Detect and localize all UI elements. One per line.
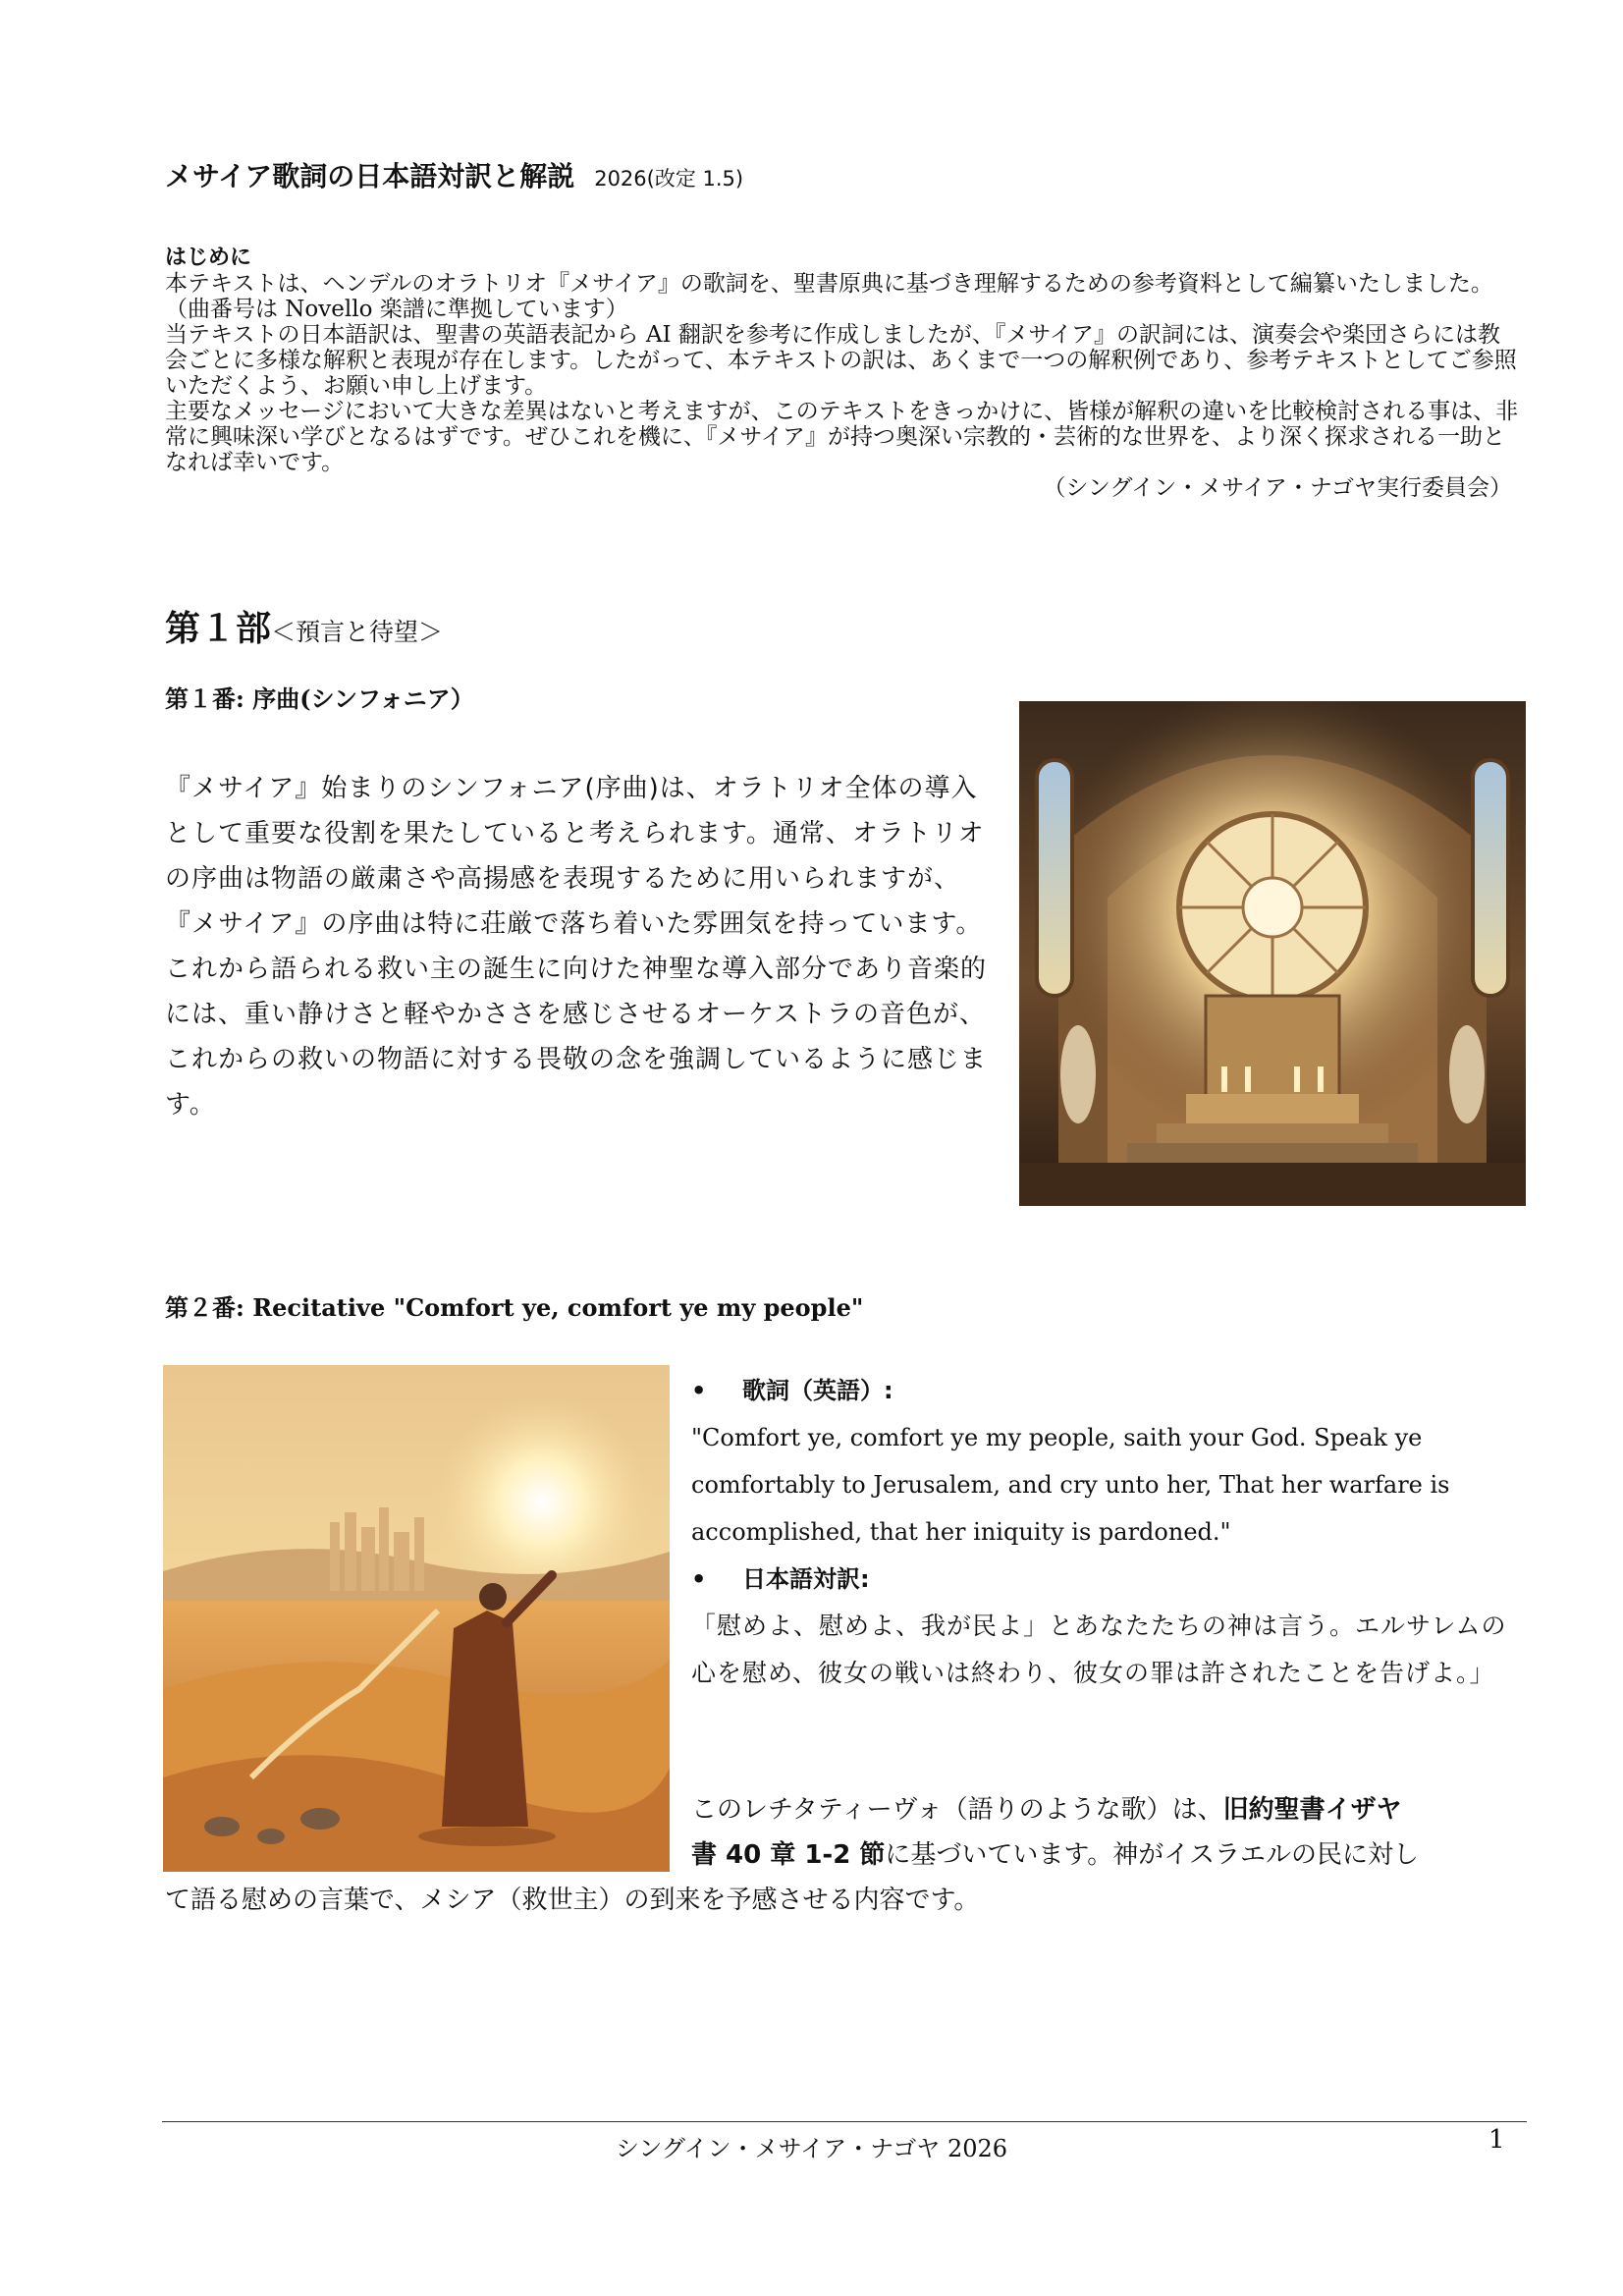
section-heading-no1: 第１番: 序曲(シンフォニア） xyxy=(165,684,474,713)
introduction xyxy=(165,246,1520,501)
intro-paragraph: 主要なメッセージにおいて大きな差異はないと考えますが、このテキストをきっかけに、皆様が解釈の違いを比較検討される事は、非常に興味深い学びとなるはずです。ぜひこれを機に、『メサイア』が持つ奥深い宗教的・芸術的な世界を、より深く探求される一助となれば幸いです。 xyxy=(165,399,1519,475)
lyrics-ja-text: 「慰めよ、慰めよ、我が民よ」とあなたたちの神は言う。エルサレムの心を慰め、彼女の戦いは終わり、彼女の罪は許されたことを告げよ。」 xyxy=(691,1612,1507,1687)
part-heading xyxy=(165,601,443,651)
no2-explanation xyxy=(165,1787,1526,1923)
lyrics-en-label: 歌詞（英語）: xyxy=(742,1377,893,1404)
note-text: に基づいています。神がイスラエルの民に対し xyxy=(885,1840,1420,1870)
lyrics-ja-label: 日本語対訳: xyxy=(742,1565,870,1593)
bullet-icon: • xyxy=(691,1377,707,1404)
version-label: 2026(改定 1.5) xyxy=(594,167,744,191)
note-text: このレチタティーヴォ（語りのような歌）は、 xyxy=(691,1795,1223,1825)
lyrics-en-text: "Comfort ye, comfort ye my people, saith your God. Speak ye comfortably to Jerusalem, and cry unto her, That her warfare is accomplished, that her iniquity is pardoned." xyxy=(691,1424,1450,1546)
note-line: て語る慰めの言葉で、メシア（救世主）の到来を予感させる内容です。 xyxy=(165,1886,980,1915)
intro-paragraph: 当テキストの日本語訳は、聖書の英語表記から AI 翻訳を参考に作成しましたが、『メサイア』の訳詞には、演奏会や楽団さらには教会ごとに多様な解釈と表現が存在します。したがって、本テキストの訳は、あくまで一つの解釈例であり、参考テキストとしてご参照いただくよう、お願い申し上げます。 xyxy=(165,322,1517,399)
cathedral-illustration xyxy=(1019,701,1526,1206)
title-text: メサイア歌詞の日本語対訳と解説 xyxy=(165,160,575,192)
page-title xyxy=(165,155,743,194)
no2-lyrics-column xyxy=(691,1367,1526,1697)
bullet-icon: • xyxy=(691,1565,707,1593)
note-bold: 書 40 章 1-2 節 xyxy=(691,1840,886,1870)
intro-paragraph: 本テキストは、ヘンデルのオラトリオ『メサイア』の歌詞を、聖書原典に基づき理解するための参考資料として編纂いたしました。（曲番号は Novello 楽譜に準拠しています） xyxy=(165,271,1493,322)
note-bold: 旧約聖書イザヤ xyxy=(1222,1795,1402,1825)
note-line xyxy=(165,1832,1526,1878)
lyrics-en-heading xyxy=(691,1367,1526,1414)
page-number: 1 xyxy=(1488,2125,1505,2155)
note-line xyxy=(165,1787,1526,1832)
intro-signature: （シングイン・メサイア・ナゴヤ実行委員会） xyxy=(1043,475,1512,501)
footer-divider xyxy=(162,2121,1527,2122)
lyrics-ja-heading xyxy=(691,1556,1526,1603)
no1-description: 『メサイア』始まりのシンフォニア(序曲)は、オラトリオ全体の導入として重要な役割を果たしていると考えられます。通常、オラトリオの序曲は物語の厳粛さや高揚感を表現するために用いられますが、『メサイア』の序曲は特に荘厳で落ち着いた雰囲気を持っています。 これから語られる救い主の誕生に向けた神聖な導入部分であり音楽的には、重い静けさと軽やかささを感じさせるオーケストラの音色が、これからの救いの物語に対する畏敬の念を強調しているように感じます。 xyxy=(165,774,988,1120)
part-subtitle: ＜預言と待望＞ xyxy=(271,618,444,646)
intro-heading: はじめに xyxy=(165,246,252,270)
part-title: 第１部 xyxy=(165,609,272,649)
section-heading-no2: 第２番: Recitative "Comfort ye, comfort ye my people" xyxy=(165,1293,864,1322)
footer-text: シングイン・メサイア・ナゴヤ 2026 xyxy=(615,2135,1008,2162)
